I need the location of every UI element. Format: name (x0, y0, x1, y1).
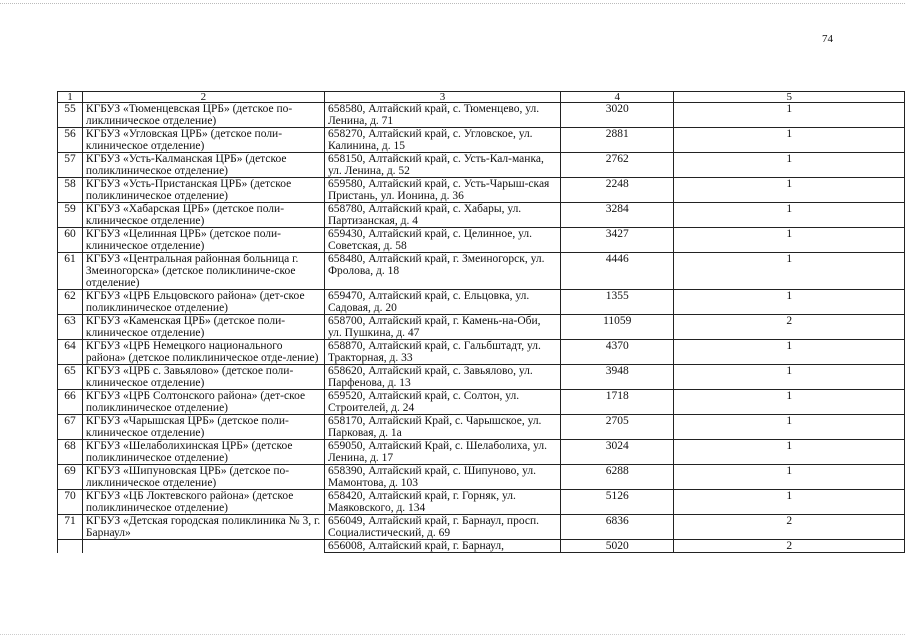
institution-address: 659580, Алтайский край, с. Усть-Чарыш-ская Пристань, ул. Ионина, д. 36 (324, 178, 560, 203)
value-col-5: 1 (674, 465, 905, 490)
row-number: 70 (58, 490, 83, 515)
institution-name: КГБУЗ «Усть-Пристанская ЦРБ» (детское поликлиническое отделение) (82, 178, 324, 203)
institution-name: КГБУЗ «ЦБ Локтевского района» (детское поликлиническое отделение) (82, 490, 324, 515)
table-row (58, 415, 905, 440)
institution-address: 658780, Алтайский край, с. Хабары, ул. Партизанская, д. 4 (324, 203, 560, 228)
value-col-4: 5126 (561, 490, 674, 515)
row-number: 69 (58, 465, 83, 490)
row-number: 59 (58, 203, 83, 228)
table-row (58, 290, 905, 315)
institution-address: 656049, Алтайский край, г. Барнаул, просп. Социалистический, д. 69 (324, 515, 560, 540)
table-header-row (58, 92, 905, 103)
institution-address: 658870, Алтайский край, с. Гальбштадт, ул. Тракторная, д. 33 (324, 340, 560, 365)
value-col-4: 4370 (561, 340, 674, 365)
table-row (58, 315, 905, 340)
institution-address: 659430, Алтайский край, с. Целинное, ул. Советская, д. 58 (324, 228, 560, 253)
institution-address: 659520, Алтайский край, с. Солтон, ул. Строителей, д. 24 (324, 390, 560, 415)
row-number: 68 (58, 440, 83, 465)
value-col-5: 1 (674, 178, 905, 203)
table-row (58, 228, 905, 253)
institution-address: 658390, Алтайский край, с. Шипуново, ул. Мамонтова, д. 103 (324, 465, 560, 490)
table-row (58, 465, 905, 490)
row-number: 55 (58, 103, 83, 128)
row-number: 56 (58, 128, 83, 153)
institution-address: 656008, Алтайский край, г. Барнаул, (324, 540, 560, 553)
institution-name: КГБУЗ «Шелаболихинская ЦРБ» (детское поликлиническое отделение) (82, 440, 324, 465)
table-row (58, 440, 905, 465)
scan-top-edge (0, 3, 905, 5)
institution-address: 658700, Алтайский край, г. Камень-на-Оби, ул. Пушкина, д. 47 (324, 315, 560, 340)
value-col-5: 2 (674, 315, 905, 340)
row-number: 71 (58, 515, 83, 540)
row-number: 65 (58, 365, 83, 390)
table-row (58, 365, 905, 390)
value-col-5: 1 (674, 490, 905, 515)
institution-name: КГБУЗ «Тюменцевская ЦРБ» (детское по-ликлиническое отделение) (82, 103, 324, 128)
row-number: 67 (58, 415, 83, 440)
table-row (58, 128, 905, 153)
institution-address: 658150, Алтайский край, с. Усть-Кал-манка, ул. Ленина, д. 52 (324, 153, 560, 178)
table-row (58, 253, 905, 290)
institution-name: КГБУЗ «Детская городская поликлиника № 3, г. Барнаул» (82, 515, 324, 540)
value-col-4: 3024 (561, 440, 674, 465)
institution-name: КГБУЗ «ЦРБ Ельцовского района» (дет-ское поликлиническое отделение) (82, 290, 324, 315)
header-col-1: 1 (58, 92, 83, 103)
header-col-3: 3 (324, 92, 560, 103)
row-number: 61 (58, 253, 83, 290)
table-row (58, 103, 905, 128)
value-col-4: 2248 (561, 178, 674, 203)
table-row (58, 515, 905, 540)
table-row (58, 490, 905, 515)
value-col-4: 6288 (561, 465, 674, 490)
institution-address: 659050, Алтайский Край, с. Шелаболиха, ул. Ленина, д. 17 (324, 440, 560, 465)
row-number: 58 (58, 178, 83, 203)
row-number: 62 (58, 290, 83, 315)
institution-name: КГБУЗ «ЦРБ Солтонского района» (дет-ское поликлиническое отделение) (82, 390, 324, 415)
institution-name: КГБУЗ «Угловская ЦРБ» (детское поли-клиническое отделение) (82, 128, 324, 153)
value-col-4: 3020 (561, 103, 674, 128)
value-col-4: 3948 (561, 365, 674, 390)
value-col-5: 1 (674, 228, 905, 253)
table-row (58, 390, 905, 415)
header-col-5: 5 (674, 92, 905, 103)
value-col-4: 11059 (561, 315, 674, 340)
value-col-4: 1718 (561, 390, 674, 415)
institution-name-empty (82, 540, 324, 553)
value-col-5: 1 (674, 290, 905, 315)
value-col-4: 2705 (561, 415, 674, 440)
institution-name: КГБУЗ «Усть-Калманская ЦРБ» (детское поликлиническое отделение) (82, 153, 324, 178)
value-col-5: 1 (674, 440, 905, 465)
table-row (58, 203, 905, 228)
table-row-continued (58, 540, 905, 553)
value-col-4: 3427 (561, 228, 674, 253)
institution-name: КГБУЗ «Шипуновская ЦРБ» (детское по-ликлиническое отделение) (82, 465, 324, 490)
header-col-4: 4 (561, 92, 674, 103)
value-col-5: 1 (674, 128, 905, 153)
value-col-4: 1355 (561, 290, 674, 315)
institution-name: КГБУЗ «ЦРБ с. Завьялово» (детское поли-клиническое отделение) (82, 365, 324, 390)
value-col-5: 2 (674, 540, 905, 553)
institution-address: 658170, Алтайский Край, с. Чарышское, ул. Парковая, д. 1а (324, 415, 560, 440)
institution-name: КГБУЗ «Каменская ЦРБ» (детское поли-клиническое отделение) (82, 315, 324, 340)
table-row (58, 153, 905, 178)
institution-name: КГБУЗ «Хабарская ЦРБ» (детское поли-клиническое отделение) (82, 203, 324, 228)
value-col-4: 6836 (561, 515, 674, 540)
value-col-4: 2881 (561, 128, 674, 153)
value-col-5: 1 (674, 415, 905, 440)
value-col-4: 5020 (561, 540, 674, 553)
value-col-5: 1 (674, 340, 905, 365)
table-row (58, 178, 905, 203)
table-row (58, 340, 905, 365)
institution-address: 658420, Алтайский край, г. Горняк, ул. Маяковского, д. 134 (324, 490, 560, 515)
value-col-4: 2762 (561, 153, 674, 178)
institution-address: 658270, Алтайский край, с. Угловское, ул. Калинина, д. 15 (324, 128, 560, 153)
row-number: 64 (58, 340, 83, 365)
row-number: 57 (58, 153, 83, 178)
value-col-5: 1 (674, 365, 905, 390)
institution-address: 658620, Алтайский край, с. Завьялово, ул. Парфенова, д. 13 (324, 365, 560, 390)
value-col-5: 1 (674, 203, 905, 228)
institution-name: КГБУЗ «Чарышская ЦРБ» (детское поли-клиническое отделение) (82, 415, 324, 440)
value-col-4: 3284 (561, 203, 674, 228)
institution-name: КГБУЗ «Целинная ЦРБ» (детское поли-клиническое отделение) (82, 228, 324, 253)
institution-address: 658580, Алтайский край, с. Тюменцево, ул. Ленина, д. 71 (324, 103, 560, 128)
scan-bottom-edge (0, 634, 905, 636)
institution-name: КГБУЗ «Центральная районная больница г. Змеиногорска» (детское поликлиниче-ское отделение) (82, 253, 324, 290)
value-col-5: 1 (674, 153, 905, 178)
institution-address: 659470, Алтайский край, с. Ельцовка, ул. Садовая, д. 20 (324, 290, 560, 315)
value-col-4: 4446 (561, 253, 674, 290)
header-col-2: 2 (82, 92, 324, 103)
page-number: 74 (822, 33, 833, 45)
row-number-empty (58, 540, 83, 553)
facilities-table (57, 91, 905, 553)
row-number: 66 (58, 390, 83, 415)
value-col-5: 2 (674, 515, 905, 540)
institution-address: 658480, Алтайский край, г. Змеиногорск, ул. Фролова, д. 18 (324, 253, 560, 290)
value-col-5: 1 (674, 253, 905, 290)
value-col-5: 1 (674, 390, 905, 415)
row-number: 63 (58, 315, 83, 340)
row-number: 60 (58, 228, 83, 253)
value-col-5: 1 (674, 103, 905, 128)
institution-name: КГБУЗ «ЦРБ Немецкого национального района» (детское поликлиническое отде-ление) (82, 340, 324, 365)
